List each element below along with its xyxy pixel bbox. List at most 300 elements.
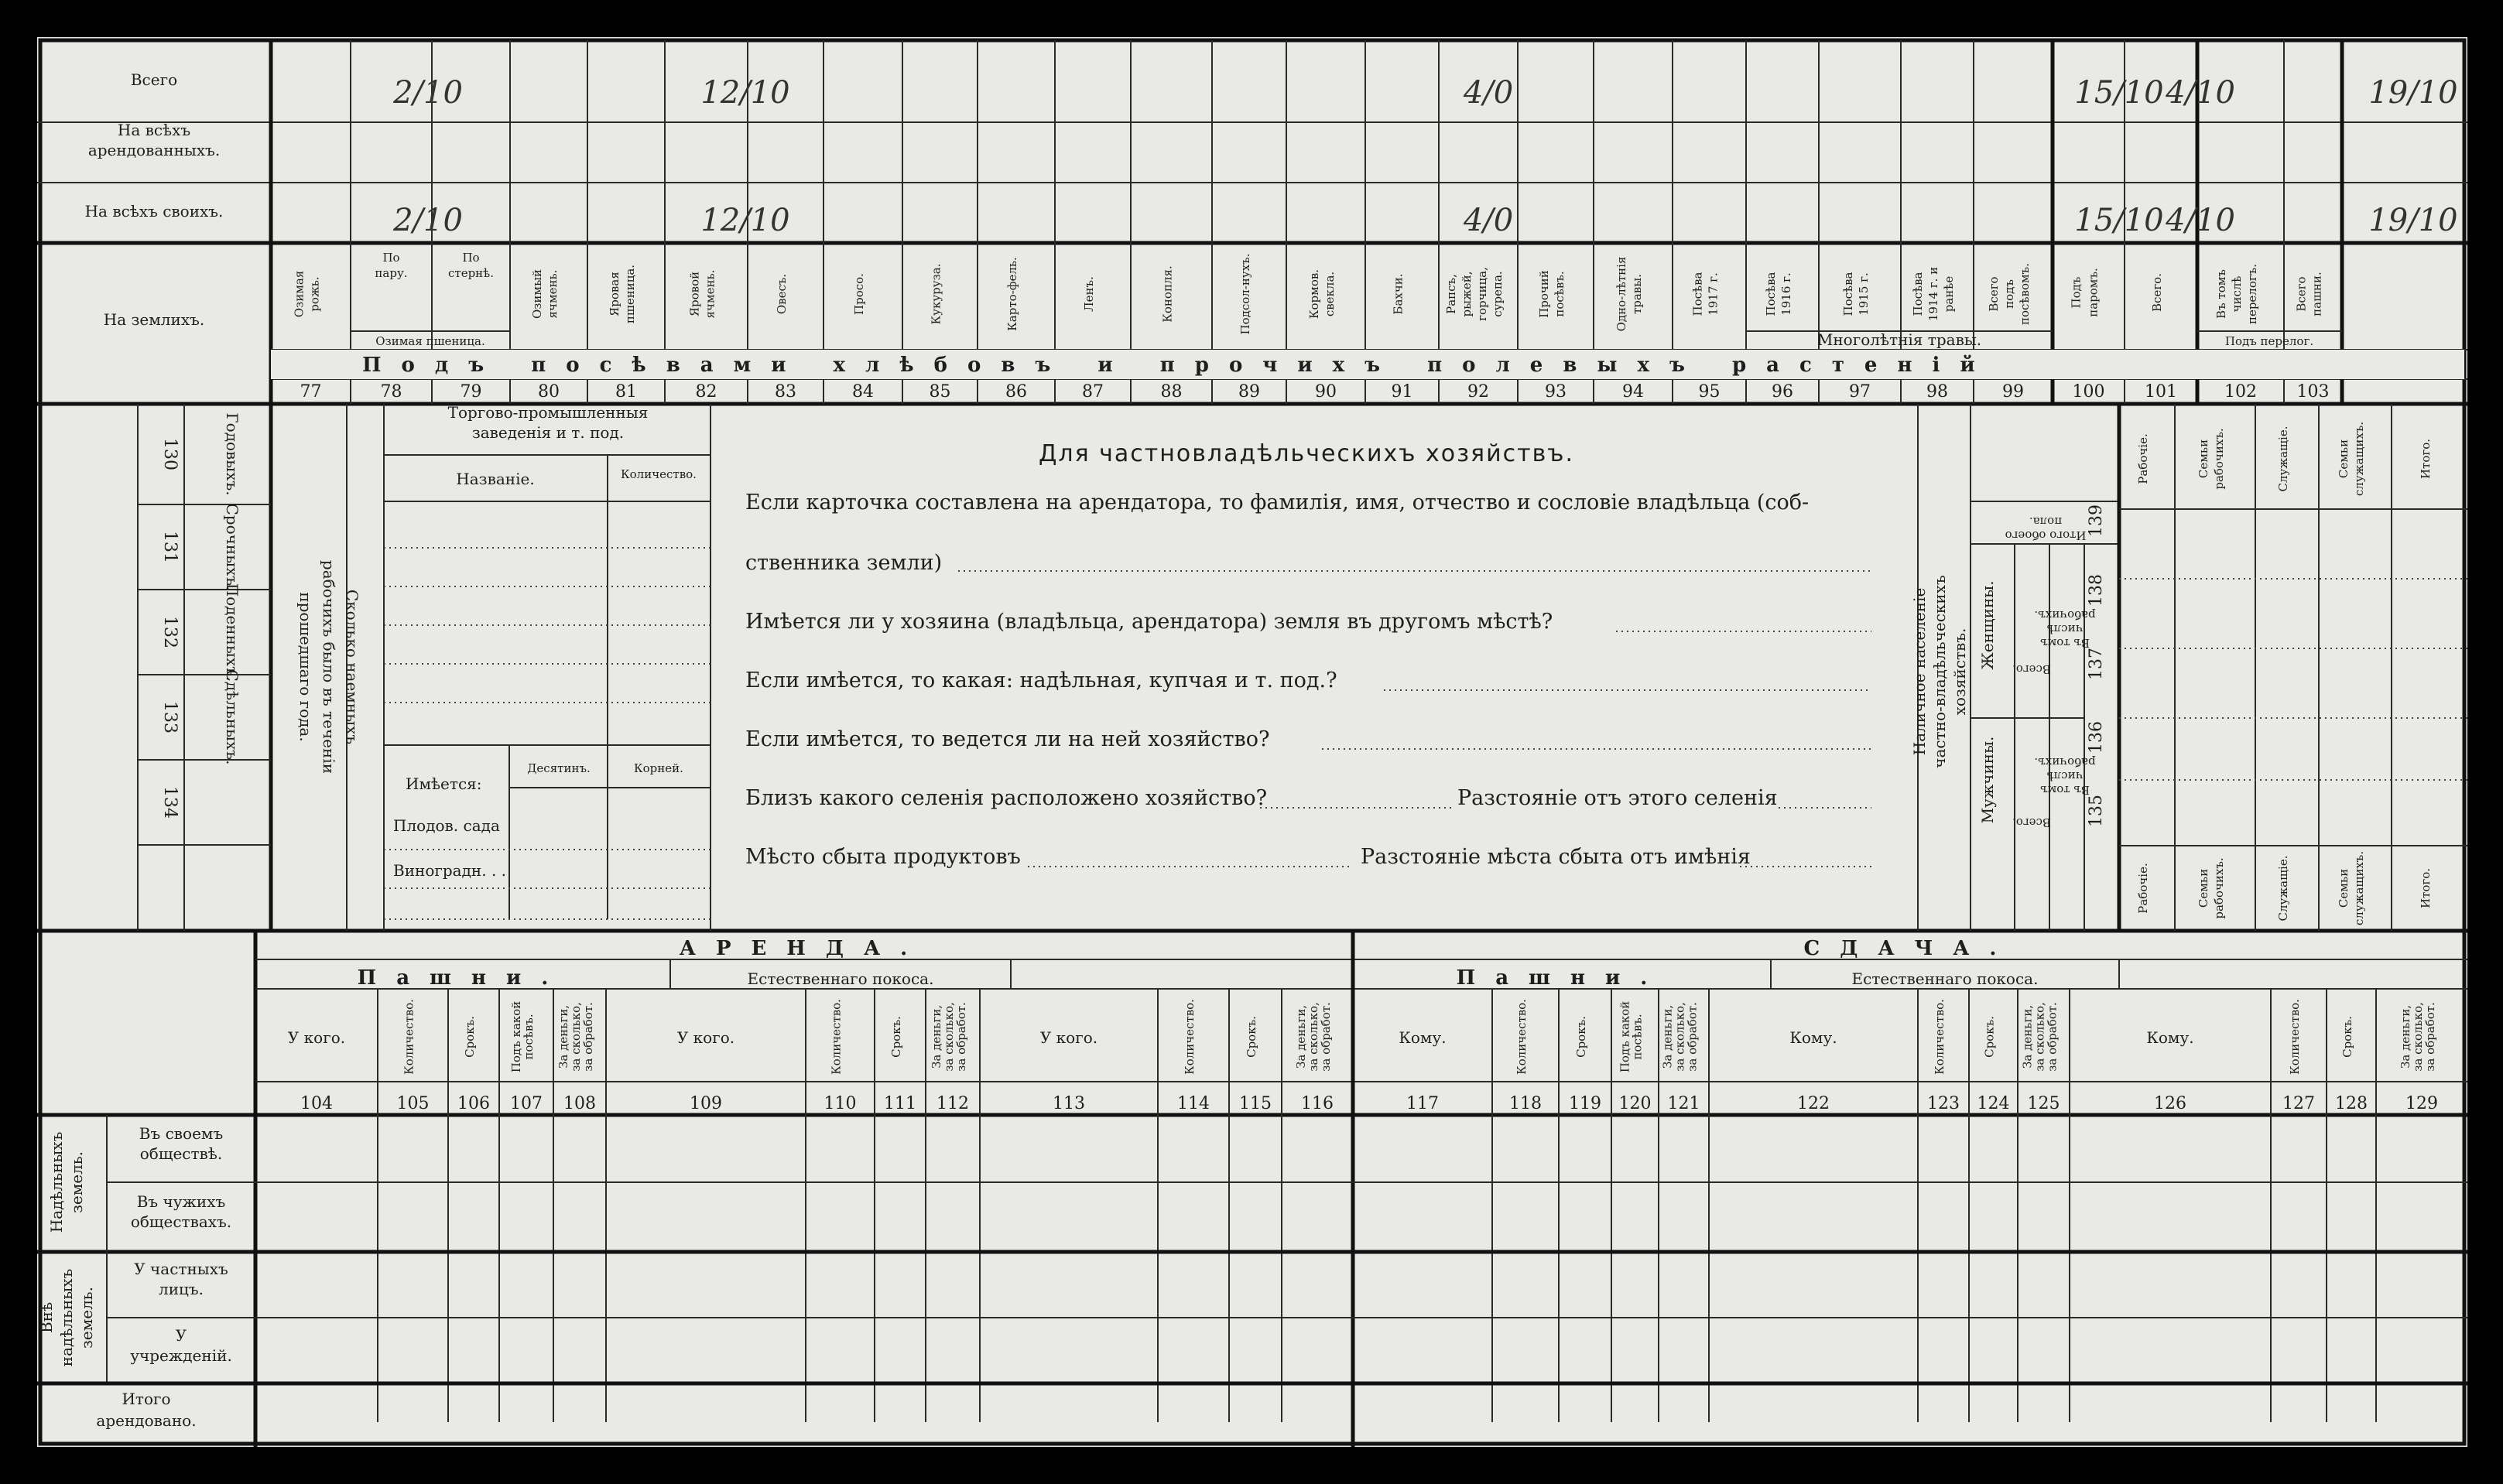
crop-col-num: 93 [1545,382,1567,402]
sdacha-pokos: Естественнаго покоса. [1851,969,2039,988]
pop-right-head: Итого. [2419,438,2433,480]
pop-num-138: 138 [2087,574,2106,607]
pop-right-head [2419,439,2433,479]
bottom-col-num: 109 [690,1094,722,1113]
crop-col-label [852,273,866,315]
pop-men-vtom: числѣ [2046,769,2084,783]
bottom-col-head: У кого. [287,1028,346,1047]
crop-col-num: 82 [695,382,717,402]
arenda-pokos: Естественнаго покоса. [747,969,934,988]
crop-col-label: Прочий [1537,270,1551,318]
bottom-col-num: 129 [2405,1094,2438,1113]
hired-title: прошедшаго года. [296,592,315,742]
row-label-vsego: Всего [130,70,178,89]
bottom-col-num: 124 [1977,1094,2010,1113]
bottom-col-num: 122 [1797,1094,1830,1113]
crop-col-label: рыжей, [1460,271,1474,317]
crop-col-label [293,271,322,318]
bottom-col-head [1515,999,1529,1075]
bottom-col-head: Срокъ. [1982,1016,1997,1058]
hired-title [296,560,361,774]
bottom-col-num: 119 [1569,1094,1601,1113]
row-chastnyh: лицъ. [159,1280,204,1298]
crop-col-label: Кормов. [1307,268,1321,320]
crop-col-label: посѣвомъ. [2018,263,2032,325]
crop-col-label [1238,254,1252,335]
bottom-col-head: Кому. [1399,1028,1447,1047]
bottom-col-head: Срокъ. [2340,1016,2354,1058]
private-line-9: Разстояніе мѣста сбыта отъ имѣнія [1361,845,1751,869]
pop-right-head [2136,433,2150,484]
pop-right-head: Семьи [2197,439,2210,479]
bottom-col-head: за сколько, [569,1002,583,1072]
crop-col-label [530,269,560,319]
crop-col-label: числѣ [2230,275,2244,313]
crop-col-label: Подъ [2069,276,2084,309]
bottom-col-head: За деньги, [2399,1005,2412,1069]
rowgroup-vne: Внѣ [37,1301,56,1334]
crop-col-label [775,274,789,314]
crop-col-label [1444,267,1505,321]
bottom-col-head: Количество. [829,999,844,1075]
trade-plodov: Плодов. сада [393,816,500,835]
bottom-col-head [1983,1016,1997,1058]
bottom-col-head [930,1002,968,1072]
private-line-8: Мѣсто сбыта продуктовъ [745,845,1021,869]
crop-col-label [2295,272,2324,316]
bottom-col-head [1294,1002,1333,1072]
bottom-col-num: 121 [1667,1094,1700,1113]
arenda-label: АРЕНДА. [679,937,928,960]
rowgroup-nadelnyh [47,1132,86,1233]
pop-itogo: Итого обоего [2005,528,2087,542]
bottom-col-head: Срокъ. [889,1016,903,1058]
crop-col-label: Озимая [292,270,306,318]
bottom-col-num: 117 [1406,1094,1439,1113]
crop-col-label: травы. [1630,274,1644,314]
crop-col-label: Ленъ. [1082,276,1096,312]
bottom-col-head [2399,1002,2437,1072]
crop-col-num: 95 [1698,382,1721,402]
crop-col-num: 103 [2296,382,2330,402]
pop-itogo [2005,515,2087,542]
pop-right-foot: Служащіе. [2276,855,2290,922]
private-line-7: Разстояніе отъ этого селенія [1457,786,1778,810]
crop-col-label: 1915 г. [1857,272,1871,316]
crop-col-num: 81 [615,382,637,402]
crop-col-label [2150,273,2164,312]
pop-right-foot: Итого. [2419,867,2433,909]
crop-col-num: 77 [300,382,322,402]
trade-korney: Корней. [634,761,683,775]
sdacha-pashni: Пашни. [1456,966,1668,990]
crop-col-label [688,270,717,319]
crop-col-label: ранѣе [1942,275,1956,313]
pop-right-foot [2136,863,2150,913]
crop-col-label [1987,263,2032,325]
crop-col-label: 1917 г. [1706,272,1721,316]
crop-col-label [1161,265,1175,322]
crop-col-label: Всего. [2150,273,2164,312]
bottom-col-head: У кого. [676,1028,735,1047]
pop-women-vtom [2034,608,2095,650]
crop-col-label: Яровая [608,272,621,316]
hw-svoih-82: 12/10 [700,203,790,238]
bottom-col-head: Срокъ. [1574,1016,1588,1058]
private-line-4: Если имѣется, то какая: надѣльная, купчая и т. под.? [745,668,1337,692]
group-ozimaya: Озимая пшеница. [375,334,485,348]
row-chuzhih: Въ чужихъ [136,1192,226,1211]
group-perelog: Подъ перелог. [2224,334,2314,348]
crop-col-num: 86 [1005,382,1027,402]
pop-right-head [2276,426,2290,492]
sdacha-label: СДАЧА. [1803,937,2017,960]
private-line-6: Близъ какого селенія расположено хозяйство? [745,786,1268,810]
bottom-col-head: За деньги, [556,1005,570,1069]
crop-col-label: Конопля. [1160,265,1175,323]
pop-num-135: 135 [2087,795,2106,827]
bottom-col-head [556,1002,595,1072]
bottom-col-head [463,1016,477,1058]
crop-col-label: паромъ. [2086,268,2101,317]
crop-col-num: 100 [2072,382,2105,402]
pop-right-head: Рабочіе. [2136,433,2150,484]
pop-right-foot [2276,856,2290,922]
crop-col-label: сурепа. [1491,271,1505,317]
row-chastnyh: У частныхъ [134,1260,228,1278]
rowgroup-vne: надѣльныхъ [57,1268,76,1367]
crop-col-label [1614,257,1644,332]
pop-right-head: рабочихъ. [2212,428,2226,490]
pop-num-136: 136 [2087,721,2106,754]
pop-men-vtom [2034,755,2095,797]
census-card [37,37,2467,1447]
crop-col-label [1537,270,1567,318]
pop-women-vtom: Въ томъ [2040,636,2090,650]
pop-itogo: пола. [2029,515,2063,528]
crop-col-label [1005,257,1019,331]
row-svoem [139,1124,223,1163]
bottom-col-head: Кому. [2146,1028,2194,1047]
bottom-col-head: за сколько, [942,1002,956,1072]
crop-col-label [448,251,494,280]
bottom-col-head: Количество. [402,999,416,1075]
crop-col-num: 99 [2002,382,2024,402]
bottom-col-num: 127 [2282,1094,2315,1113]
crop-col-label [1841,272,1871,316]
bottom-col-num: 120 [1618,1094,1652,1113]
crop-col-num: 97 [1849,382,1871,402]
bottom-col-num: 108 [563,1094,596,1113]
bottom-col-num: 104 [300,1094,333,1113]
crop-col-label [2214,264,2259,324]
crop-col-num: 91 [1391,382,1413,402]
bottom-col-head: Подъ какой [1618,1000,1632,1073]
row-svoem: обществѣ. [139,1144,223,1163]
hired-col-label: Срочныхъ. [223,503,241,591]
crop-col-label [608,265,637,323]
pop-right-foot: Семьи [2337,868,2351,908]
trade-desyatin: Десятинъ. [527,761,591,775]
pop-right-foot [2419,868,2433,908]
crop-col-num: 89 [1238,382,1260,402]
crop-col-label [1691,272,1721,316]
crop-col-label: горчица, [1475,267,1489,321]
hw-svoih-103: 19/10 [2368,203,2458,238]
hw-vsego-99: 15/10 [2074,75,2164,111]
crop-col-label: пару. [375,266,408,280]
bottom-col-head: За деньги, [930,1005,943,1069]
crop-col-label: По [382,251,400,265]
crop-col-num: 96 [1772,382,1793,402]
bottom-col-head [2021,1002,2060,1072]
crop-col-num: 101 [2145,382,2177,402]
rowgroup-vne [37,1269,96,1366]
crop-col-label: перелогъ. [2245,263,2259,325]
row-uchrezhd [130,1326,232,1365]
crop-col-label: пашни. [2310,272,2324,316]
pop-right-foot: Семьи [2197,868,2210,908]
crop-col-label: пшеница. [623,264,637,324]
crop-col-label [930,264,943,325]
row-label-svoih: На всѣхъ своихъ. [84,202,224,221]
bottom-col-head: У кого. [1039,1028,1098,1047]
bottom-col-head: Подъ какой [509,1000,523,1073]
hired-col-label: Годовыхъ. [223,412,241,496]
pop-women: Женщины. [1978,580,1997,670]
pop-men-vtom: рабочихъ. [2034,755,2096,769]
bottom-col-head: за обработ. [2423,1002,2437,1072]
bottom-col-head [1245,1016,1258,1058]
pop-right-head: Служащіе. [2276,426,2290,492]
crop-col-label: Яровой [687,271,702,317]
private-line-5: Если имѣется, то ведется ли на ней хозяйство? [745,727,1270,751]
group-mnogoletnie: Многолѣтнія травы. [1816,330,1982,349]
pop-right-head: служащихъ. [2352,421,2366,497]
crop-col-label: свекла. [1323,271,1337,317]
population-title [1910,575,1969,768]
row-uchrezhd: У [175,1326,187,1345]
hw-vsego-82: 12/10 [700,75,790,111]
crop-col-label: рожь. [307,276,322,312]
crop-col-num: 78 [380,382,402,402]
row-label-arendovannyh [88,121,220,159]
bottom-col-head: Количество. [1515,999,1529,1075]
trade-title [448,403,649,442]
bottom-col-num: 112 [936,1094,969,1113]
private-line-3: Имѣется ли у хозяина (владѣльца, арендатора) земля въ другомъ мѣстѣ? [745,610,1553,634]
bottom-col-num: 106 [457,1094,490,1113]
crop-col-label: Просо. [852,273,866,315]
bottom-col-head [830,999,844,1075]
pop-right-foot [2337,851,2366,925]
bottom-col-num: 126 [2154,1094,2186,1113]
row-chuzhih: обществахъ. [130,1212,232,1231]
band-label: Подъ посѣвами хлѣбовъ и прочихъ полевыхъ растеній [362,354,1995,377]
bottom-col-head [2340,1016,2354,1058]
crop-col-num: 85 [929,382,951,402]
bottom-col-num: 116 [1301,1094,1334,1113]
pop-right-head [2337,422,2366,496]
crop-col-label: По [462,251,480,265]
bottom-col-num: 125 [2027,1094,2060,1113]
pop-right-foot [2197,857,2226,918]
bottom-col-head: Количество. [1933,999,1947,1075]
crop-col-label [1764,272,1793,316]
bottom-col-head: Количество. [2288,999,2302,1075]
crop-col-label: Одно-лѣтнія [1614,256,1628,332]
card-grid [37,37,2467,1447]
pop-women-vtom: рабочихъ. [2034,608,2096,622]
row-itogo: Итого [122,1390,171,1408]
row-chastnyh [134,1260,228,1298]
pop-right-head: Семьи [2337,439,2351,479]
rowgroup-nadelnyh: земель. [67,1151,86,1214]
crop-col-num: 92 [1467,382,1489,402]
crop-col-label: 1914 г. и [1926,266,1940,322]
bottom-col-head: за обработ. [581,1002,595,1072]
crop-col-label: Всего [1987,276,2001,312]
trade-vinograd: Виноградн. . . [393,861,507,880]
hired-title: рабочихъ было въ теченіи [320,559,338,774]
trade-imeetsya: Имѣется: [406,774,482,793]
row-itogo [96,1390,196,1430]
rowgroup-vne: земель. [77,1286,96,1349]
bottom-col-head [1933,999,1947,1075]
crop-col-num: 98 [1926,382,1948,402]
crop-col-num: 90 [1315,382,1337,402]
hired-col-label: Сдѣльныхъ. [223,669,241,765]
pop-right-foot: Рабочіе. [2136,863,2150,914]
bottom-col-num: 113 [1053,1094,1085,1113]
bottom-col-head [889,1016,903,1058]
bottom-col-head: Срокъ. [463,1016,477,1058]
row-label-arendovannyh: арендованныхъ. [87,141,221,159]
population-title: хозяйствъ. [1950,627,1969,716]
bottom-col-head [1618,1001,1645,1072]
bottom-col-head: за сколько, [2411,1002,2425,1072]
trade-qty-col [621,467,697,481]
hw-vsego-103: 19/10 [2368,75,2458,111]
pop-right-foot: служащихъ. [2352,850,2366,926]
crop-col-label: стернѣ. [448,266,494,280]
bottom-col-head: За деньги, [1660,1005,1675,1069]
hw-svoih-100: 4/10 [2166,203,2235,238]
pop-men-vsego: Всего. [2012,816,2051,829]
crop-col-label: ячмень. [703,269,717,319]
hired-col-label: Поденныхъ. [223,583,241,682]
hw-svoih-91: 4/0 [1463,203,1514,238]
crop-col-label: посѣвъ. [1553,271,1567,317]
bottom-col-num: 115 [1239,1094,1272,1113]
crop-col-label: Въ томъ [2214,269,2228,319]
pop-women-vtom: числѣ [2046,622,2084,636]
bottom-col-head: за сколько, [1306,1002,1320,1072]
hired-col-label [223,412,241,495]
bottom-col-head [402,999,416,1075]
arenda-pashni: Пашни. [357,966,569,990]
hired-col-label [223,504,241,591]
hired-col-num: 130 [160,438,180,470]
crop-col-label: Посѣва [1690,272,1705,316]
crop-col-label [375,251,407,280]
crop-col-num: 83 [775,382,796,402]
bottom-col-head: за сколько, [2032,1002,2047,1072]
crop-col-label [1082,276,1096,312]
crop-col-label: 1916 г. [1779,272,1793,316]
hired-col-num: 134 [160,786,180,819]
trade-title: Торгово-промышленныя [447,403,649,422]
crop-col-label: Кукуруза. [929,263,943,325]
crop-col-num: 102 [2224,382,2257,402]
row-uchrezhd: учрежденій. [130,1346,232,1365]
bottom-col-head: посѣвъ. [1630,1014,1645,1060]
row-itogo: арендовано. [96,1411,197,1430]
crop-col-num: 87 [1082,382,1104,402]
bottom-col-num: 123 [1927,1094,1960,1113]
bottom-col-num: 111 [884,1094,916,1113]
bottom-col-num: 128 [2335,1094,2368,1113]
bottom-col-head: за сколько, [1673,1002,1687,1072]
bottom-col-head: Количество. [1183,999,1197,1075]
crop-col-num: 79 [460,382,482,402]
bottom-col-head: посѣвъ. [522,1014,536,1060]
crop-col-label: Посѣва [1841,272,1855,316]
crop-col-label: Посѣва [1764,272,1778,316]
hw-svoih-78: 2/10 [393,203,463,238]
hired-col-label [223,583,241,682]
crop-col-label [1911,267,1956,321]
bottom-col-num: 107 [510,1094,543,1113]
bottom-col-head: Кому. [1789,1028,1837,1047]
bottom-col-head [2288,999,2302,1075]
hired-col-label [223,670,241,765]
bottom-col-head: За деньги, [1294,1005,1308,1069]
crop-col-label: Всего [2294,276,2309,312]
hired-col-num: 133 [160,701,180,733]
bottom-col-head: за обработ. [954,1002,968,1072]
crop-col-label [2070,268,2101,317]
row-label-arendovannyh: На всѣхъ [117,121,191,139]
crop-col-label: Карто-фель. [1005,257,1019,331]
trade-title: заведенія и т. под. [471,423,625,442]
pop-women-vsego: Всего. [2012,662,2051,676]
bottom-col-num: 118 [1509,1094,1542,1113]
crop-col-num: 94 [1622,382,1644,402]
private-title: Для частновладѣльческихъ хозяйствъ. [1038,440,1575,467]
crop-col-label [1392,273,1406,314]
crop-col-label: Овесъ. [775,273,789,315]
pop-right-foot: рабочихъ. [2212,857,2226,919]
pop-men-vtom: Въ томъ [2040,783,2090,797]
bottom-col-head [1183,999,1197,1075]
pop-men: Мужчины. [1978,736,1997,824]
row-label-na-zemlyah: На землихъ. [103,310,205,329]
bottom-col-num: 110 [823,1094,857,1113]
hw-svoih-99: 15/10 [2074,203,2164,238]
crop-col-num: 84 [852,382,874,402]
bottom-col-head: за обработ. [2045,1002,2060,1072]
trade-qty-col: Количество. [621,467,697,481]
bottom-col-head: Срокъ. [1245,1016,1258,1058]
population-title: Наличное населеніе [1910,587,1929,756]
bottom-col-head [509,1001,536,1072]
bottom-col-head: За деньги, [2020,1005,2035,1069]
bottom-col-head [1661,1002,1700,1072]
crop-col-label: Бахчи. [1391,273,1406,315]
hired-title: Сколько наемныхъ [343,589,361,745]
bottom-col-head [1574,1016,1588,1058]
